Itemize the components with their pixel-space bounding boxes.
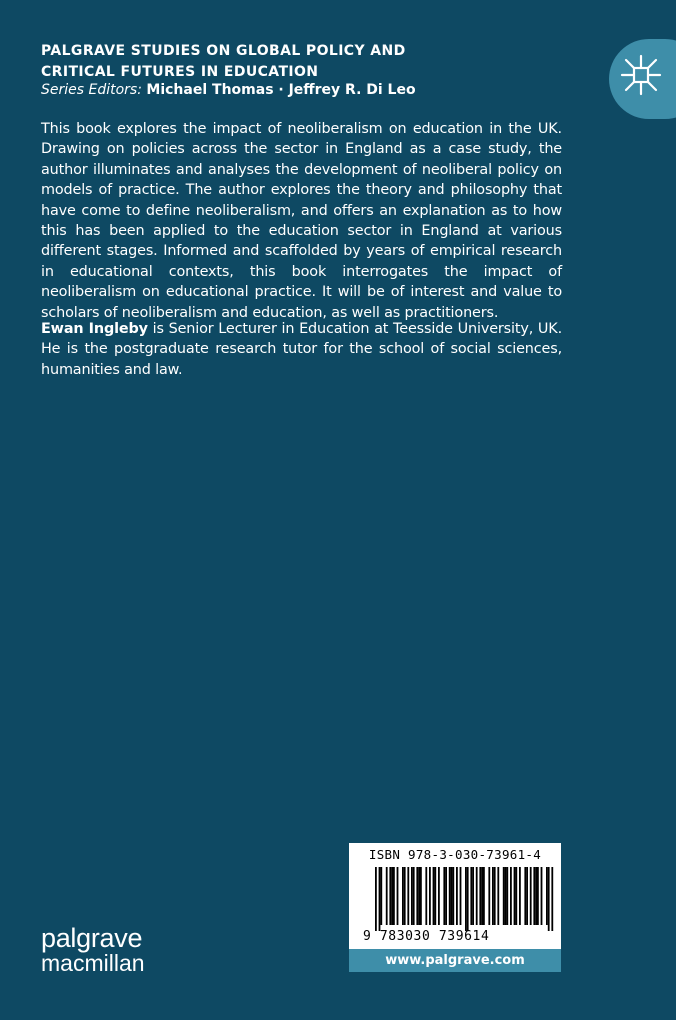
barcode-bar bbox=[492, 867, 494, 925]
barcode-bar bbox=[535, 867, 537, 925]
barcode-bar bbox=[393, 867, 395, 925]
barcode-bar bbox=[546, 867, 548, 925]
series-title-line2: CRITICAL FUTURES IN EDUCATION bbox=[41, 64, 319, 80]
barcode-bar bbox=[476, 867, 478, 925]
isbn-label: ISBN 978-3-030-73961-4 bbox=[368, 847, 542, 862]
barcode-bar bbox=[438, 867, 440, 925]
barcode-bar bbox=[425, 867, 427, 925]
barcode-bar bbox=[433, 867, 435, 925]
book-description: This book explores the impact of neoliberalism on education in the UK. Drawing on policies across the sector in England as a case study, the author illuminates and analyses the development of neoliberal policy on models of practice. The author explores the theory and philosophy that have come to define neoliberalism, and offers an explanation as to how this has been applied to the education sector in England at various different stages. Informed and scaffolded by years of empirical research in educational contexts, this book interrogates the impact of neoliberalism on educational practice. It will be of interest and value to scholars of neoliberalism and education, as well as practitioners. bbox=[41, 121, 562, 321]
barcode-bar bbox=[548, 867, 550, 931]
barcode-bar bbox=[526, 867, 528, 925]
barcode-bar bbox=[503, 867, 505, 925]
series-title-line1: PALGRAVE STUDIES ON GLOBAL POLICY AND bbox=[41, 43, 406, 59]
barcode-bar bbox=[494, 867, 496, 925]
barcode-bar bbox=[472, 867, 474, 925]
publisher-url: www.palgrave.com bbox=[349, 949, 561, 972]
barcode-bar bbox=[497, 867, 499, 925]
barcode-bar bbox=[404, 867, 406, 925]
barcode-bar bbox=[429, 867, 431, 925]
barcode-bar bbox=[505, 867, 507, 925]
series-editors-label: Series Editors: bbox=[41, 82, 142, 98]
publisher-logo bbox=[41, 923, 145, 976]
barcode-bar bbox=[551, 867, 553, 931]
barcode-bar bbox=[449, 867, 451, 925]
barcode-bar bbox=[411, 867, 413, 925]
barcode-bar bbox=[456, 867, 458, 925]
barcode-bar bbox=[452, 867, 454, 925]
barcode-bar bbox=[515, 867, 517, 925]
barcode-bar bbox=[443, 867, 445, 925]
barcode-bar bbox=[379, 867, 381, 931]
barcode-bar bbox=[541, 867, 543, 925]
series-emblem bbox=[609, 39, 676, 119]
series-editors bbox=[41, 80, 416, 100]
barcode-bar bbox=[514, 867, 516, 925]
barcode-bar bbox=[524, 867, 526, 925]
barcode-bar bbox=[389, 867, 391, 925]
isbn-barcode bbox=[349, 843, 561, 949]
series-editors-names: Michael Thomas · Jeffrey R. Di Leo bbox=[146, 82, 416, 98]
barcode-bar bbox=[488, 867, 490, 925]
barcode-bar bbox=[418, 867, 420, 925]
barcode-bar bbox=[402, 867, 404, 925]
barcode-bar bbox=[407, 867, 409, 925]
barcode-bar bbox=[519, 867, 521, 925]
barcode-digits: 9 783030 739614 bbox=[363, 929, 490, 944]
author-name: Ewan Ingleby bbox=[41, 321, 148, 337]
barcode-bar bbox=[420, 867, 422, 925]
barcode-bar bbox=[380, 867, 382, 925]
barcode-bar bbox=[506, 867, 508, 925]
barcode-bar bbox=[375, 867, 377, 931]
publisher-logo-line1: palgrave bbox=[41, 923, 143, 953]
network-star-icon bbox=[620, 54, 662, 96]
barcode-bar bbox=[391, 867, 393, 925]
barcode-bar bbox=[483, 867, 485, 925]
barcode-bar bbox=[416, 867, 418, 925]
barcode-bar bbox=[465, 867, 467, 931]
barcode-bar bbox=[481, 867, 483, 925]
barcode-bar bbox=[510, 867, 512, 925]
author-bio bbox=[41, 319, 562, 380]
publisher-logo-line2: macmillan bbox=[41, 950, 145, 976]
barcode-bar bbox=[467, 867, 469, 931]
barcode-bar bbox=[537, 867, 539, 925]
author-bio-text: is Senior Lecturer in Education at Teesside University, UK. He is the postgraduate research tutor for the school of social sciences, humanities and law. bbox=[41, 321, 562, 378]
barcode-bar bbox=[413, 867, 415, 925]
barcode-bar bbox=[479, 867, 481, 925]
barcode-bar bbox=[397, 867, 399, 925]
barcode-bar bbox=[533, 867, 535, 925]
barcode-bar bbox=[460, 867, 462, 925]
series-title bbox=[41, 41, 461, 83]
barcode-bar bbox=[445, 867, 447, 925]
barcode-bar bbox=[451, 867, 453, 925]
barcode-bar bbox=[434, 867, 436, 925]
barcode-bar bbox=[470, 867, 472, 925]
barcode-bar bbox=[530, 867, 532, 925]
barcode-bar bbox=[386, 867, 388, 925]
